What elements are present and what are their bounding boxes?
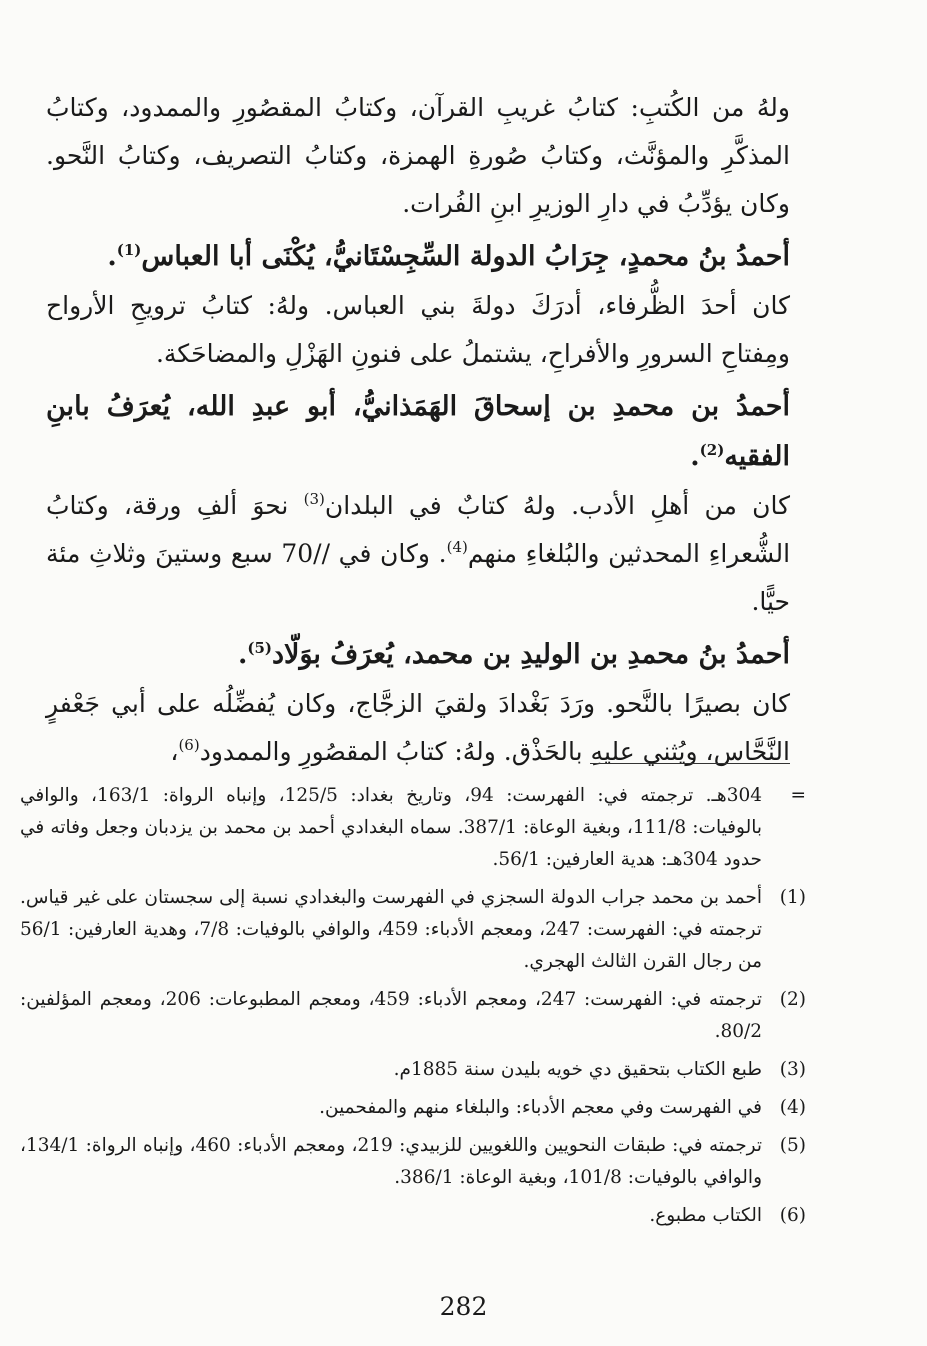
- entry-heading-2: أحمدُ بن محمدِ بن إسحاقَ الهَمَذانيُّ، أبو عبدِ الله، يُعرَفُ بابنِ الفقيه$^{(2)}$.: [46, 391, 790, 472]
- footnote-text: 304هـ. ترجمته في: الفهرست: 94، وتاريخ بغداد: 125/5، وإنباه الرواة: 163/1، والوافي بالوفيات: 111/8، وبغية الوعاة: 387/1. سماه البغدادي أحمد بن محمد بن يزدبان وجعل وفاته في حدود 304هـ: هدية العارفين: 56/1.: [20, 785, 762, 870]
- footnote-4: [20, 1092, 806, 1124]
- footnote-number: (4): [779, 1097, 806, 1118]
- footnote-2: [20, 984, 806, 1048]
- paragraph-4: كان بصيرًا بالنَّحو. ورَدَ بَغْدادَ ولقيَ الزجَّاج، وكان يُفضِّلُه على أبي جَعْفرٍ النَّحَّاس، ويُثني عليهِ بالحَذْق. ولهُ: كتابُ المقصُورِ والممدود$^{(6)}$،: [46, 689, 790, 766]
- footnote-5: [20, 1130, 806, 1194]
- footnote-number: =: [790, 785, 806, 806]
- footnote-ref-2[interactable]: (2): [699, 441, 725, 459]
- footnote-text: الكتاب مطبوع.: [649, 1205, 762, 1226]
- footnote-text: في الفهرست وفي معجم الأدباء: والبلغاء منهم والمفحمين.: [319, 1097, 762, 1118]
- footnote-number: (3): [779, 1059, 806, 1080]
- footnote-3: [20, 1054, 806, 1086]
- footnote-1: [20, 882, 806, 978]
- entry-heading-1: أحمدُ بنُ محمدٍ، جِرَابُ الدولة السِّجِسْتَانيُّ، يُكْنَى أبا العباس$^{(1)}$.: [107, 241, 790, 272]
- paragraph-2: كان أحدَ الظُّرفاء، أدرَكَ دولةَ بني العباس. ولهُ: كتابُ ترويحِ الأرواح ومِفتاحِ السرورِ والأفراحِ، يشتملُ على فنونِ الهَزْلِ والمضاحَكة.: [46, 291, 790, 368]
- paragraph-3: كان من أهلِ الأدب. ولهُ كتابٌ في البلدان$^{(3)}$ نحوَ ألفِ ورقة، وكتابُ الشُّعراءِ المحدثين والبُلغاءِ منهم$^{(4)}$. وكان في //70 سبع وستينَ وثلاثِ مئة حيًّا.: [46, 490, 791, 616]
- footnote-text: أحمد بن محمد جراب الدولة السجزي في الفهرست والبغدادي نسبة إلى سجستان على غير قياس. ترجمته في: الفهرست: 247، ومعجم الأدباء: 459، والوافي بالوفيات: 7/8، وهدية العارفين: 56/1 من رجال القرن الثالث الهجري.: [20, 887, 762, 972]
- footnote-text: طبع الكتاب بتحقيق دي خويه بليدن سنة 1885م.: [393, 1059, 762, 1080]
- footnotes: [20, 780, 806, 1238]
- paragraph-1: ولهُ من الكُتبِ: كتابُ غريبِ القرآن، وكتابُ المقصُورِ والممدود، وكتابُ المذكَّرِ والمؤنَّث، وكتابُ صُورةِ الهمزة، وكتابُ التصريف، وكتابُ النَّحو. وكان يؤدِّبُ في دارِ الوزيرِ ابنِ الفُرات.: [46, 93, 790, 218]
- footnote-ref-3[interactable]: (3): [303, 490, 325, 508]
- footnote-continuation: [20, 780, 806, 876]
- footnote-text: ترجمته في: طبقات النحويين واللغويين للزبيدي: 219، ومعجم الأدباء: 460، وإنباه الرواة: 134/1، والوافي بالوفيات: 101/8، وبغية الوعاة: 386/1.: [20, 1135, 762, 1188]
- footnote-separator: [590, 763, 790, 764]
- entry-heading-3: أحمدُ بنُ محمدِ بن الوليدِ بن محمد، يُعرَفُ بوَلّاد$^{(5)}$.: [237, 639, 790, 670]
- page-number: 282: [439, 1292, 488, 1321]
- footnote-text: ترجمته في: الفهرست: 247، ومعجم الأدباء: 459، ومعجم المطبوعات: 206، ومعجم المؤلفين: 80/2.: [20, 989, 762, 1042]
- footnote-number: (1): [779, 887, 806, 908]
- main-text: [46, 84, 790, 776]
- footnote-number: (6): [779, 1205, 806, 1226]
- footnote-number: (2): [779, 989, 806, 1010]
- footnote-number: (5): [779, 1135, 806, 1156]
- footnote-ref-6[interactable]: (6): [178, 736, 200, 754]
- footnote-ref-1[interactable]: (1): [116, 241, 142, 259]
- footnote-ref-5[interactable]: (5): [247, 639, 273, 657]
- footnote-6: [20, 1200, 806, 1232]
- footnote-ref-4[interactable]: (4): [446, 538, 468, 556]
